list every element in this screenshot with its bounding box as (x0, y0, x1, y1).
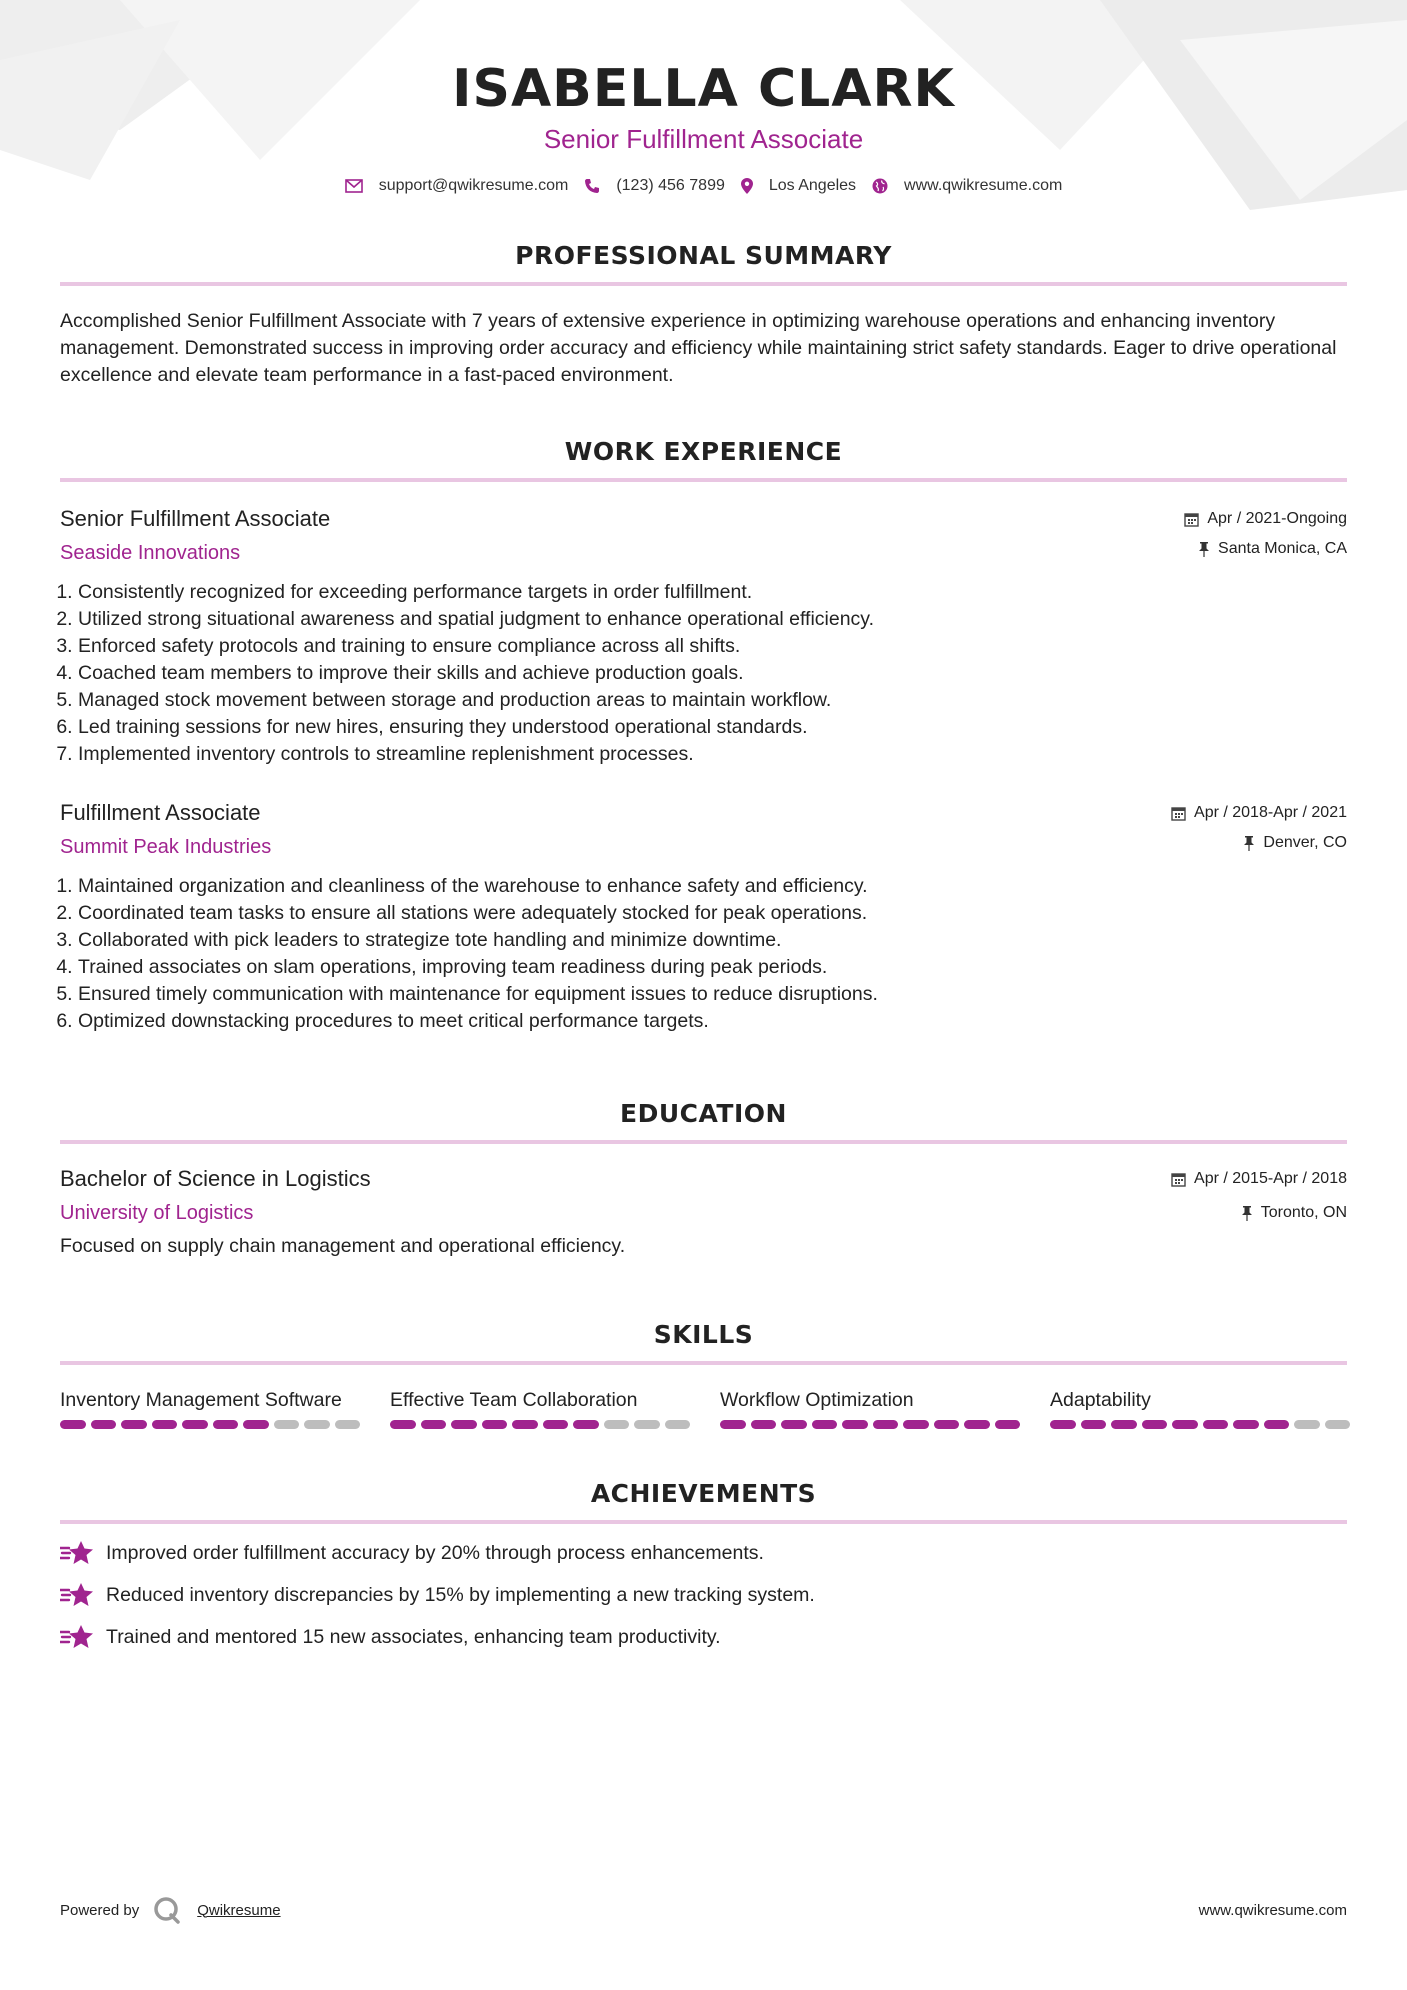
skill-level-bar (60, 1420, 360, 1429)
skill-segment-filled (1111, 1420, 1137, 1429)
duty-item: 3. Enforced safety protocols and training to ensure compliance across all shifts. (78, 633, 1347, 660)
website-text: www.qwikresume.com (904, 177, 1063, 194)
calendar-icon (1171, 806, 1186, 821)
skill-segment-filled (903, 1420, 929, 1429)
skill-segment-filled (1142, 1420, 1168, 1429)
calendar-icon (1184, 512, 1199, 527)
skill-segment-empty (274, 1420, 300, 1429)
skill-segment-filled (1264, 1420, 1290, 1429)
skill-segment-filled (781, 1420, 807, 1429)
qwikresume-link[interactable]: Qwikresume (197, 1901, 281, 1919)
job-company: Summit Peak Industries (60, 836, 272, 858)
skill-segment-filled (60, 1420, 86, 1429)
skill-segment-filled (182, 1420, 208, 1429)
section-divider (60, 1361, 1347, 1365)
summary-section (60, 241, 1347, 389)
job-entry (60, 800, 1347, 1035)
shooting-star-icon (60, 1582, 94, 1608)
duty-item: 6. Optimized downstacking procedures to meet critical performance targets. (78, 1008, 1347, 1035)
skill-segment-filled (751, 1420, 777, 1429)
skill-segment-filled (1233, 1420, 1259, 1429)
skill-segment-filled (1203, 1420, 1229, 1429)
section-divider (60, 1140, 1347, 1144)
job-location: Santa Monica, CA (1218, 540, 1347, 557)
resume-header (60, 0, 1347, 195)
summary-text: Accomplished Senior Fulfillment Associate with 7 years of extensive experience in optimizing warehouse operations and enhancing inventory management. Demonstrated success in improving order accuracy and efficiency while maintaining strict safety standards. Eager to drive operational excellence and elevate team performance in a fast-paced environment. (60, 310, 1337, 386)
skill-segment-filled (543, 1420, 569, 1429)
duty-list (60, 873, 1347, 1035)
duty-item: 2. Coordinated team tasks to ensure all stations were adequately stocked for peak operations. (78, 900, 1347, 927)
contact-email[interactable] (345, 177, 569, 195)
calendar-icon (1171, 1172, 1186, 1187)
education-description: Focused on supply chain management and operational efficiency. (60, 1235, 626, 1257)
skill-segment-filled (152, 1420, 178, 1429)
section-heading: ACHIEVEMENTS (590, 1479, 817, 1508)
skill-segment-filled (1172, 1420, 1198, 1429)
skill-name: Adaptability (1050, 1389, 1151, 1411)
achievement-item (60, 1582, 1347, 1608)
achievement-text: Trained and mentored 15 new associates, enhancing team productivity. (106, 1625, 721, 1648)
contact-website[interactable] (872, 177, 1062, 195)
skills-section (60, 1320, 1347, 1429)
skill-item (60, 1387, 360, 1429)
achievement-item (60, 1624, 1347, 1650)
duty-item: 2. Utilized strong situational awareness and spatial judgment to enhance operational efficiency. (78, 606, 1347, 633)
skill-segment-filled (720, 1420, 746, 1429)
job-location: Denver, CO (1263, 834, 1347, 851)
achievements-section (60, 1479, 1347, 1650)
skill-segment-filled (482, 1420, 508, 1429)
skill-segment-filled (451, 1420, 477, 1429)
page-footer (60, 1896, 1347, 1924)
phone-icon (584, 178, 600, 194)
skill-segment-filled (812, 1420, 838, 1429)
skill-segment-empty (634, 1420, 660, 1429)
education-location: Toronto, ON (1260, 1204, 1347, 1221)
achievement-item (60, 1540, 1347, 1566)
skill-segment-filled (91, 1420, 117, 1429)
skill-segment-filled (390, 1420, 416, 1429)
duty-item: 3. Collaborated with pick leaders to strategize tote handling and minimize downtime. (78, 927, 1347, 954)
powered-by-label: Powered by (60, 1901, 140, 1919)
degree-title: Bachelor of Science in Logistics (60, 1166, 371, 1191)
skill-segment-empty (604, 1420, 630, 1429)
school-name: University of Logistics (60, 1202, 254, 1224)
skill-segment-filled (995, 1420, 1021, 1429)
email-text: support@qwikresume.com (378, 177, 569, 194)
pushpin-icon (1243, 836, 1255, 851)
skills-row (60, 1387, 1347, 1429)
skill-segment-filled (573, 1420, 599, 1429)
section-heading: EDUCATION (620, 1099, 787, 1128)
skill-segment-empty (335, 1420, 361, 1429)
candidate-name: ISABELLA CLARK (452, 59, 955, 119)
section-heading: PROFESSIONAL SUMMARY (515, 241, 892, 270)
envelope-icon (345, 179, 363, 193)
education-dates: Apr / 2015-Apr / 2018 (1194, 1170, 1347, 1187)
skill-segment-empty (665, 1420, 691, 1429)
duty-item: 5. Ensured timely communication with maintenance for equipment issues to reduce disruptions. (78, 981, 1347, 1008)
section-heading: SKILLS (653, 1320, 754, 1349)
shooting-star-icon (60, 1540, 94, 1566)
job-dates: Apr / 2018-Apr / 2021 (1194, 804, 1347, 821)
qwikresume-logo-icon (153, 1896, 183, 1924)
skill-segment-filled (1050, 1420, 1076, 1429)
duty-item: 5. Managed stock movement between storage and production areas to maintain workflow. (78, 687, 1347, 714)
candidate-title: Senior Fulfillment Associate (543, 124, 864, 154)
skill-segment-filled (121, 1420, 147, 1429)
pushpin-icon (1241, 1206, 1253, 1221)
section-divider (60, 1520, 1347, 1524)
job-entry (60, 506, 1347, 768)
job-title: Senior Fulfillment Associate (60, 506, 331, 531)
skill-segment-filled (934, 1420, 960, 1429)
shooting-star-icon (60, 1624, 94, 1650)
skill-segment-filled (243, 1420, 269, 1429)
job-dates: Apr / 2021-Ongoing (1207, 510, 1347, 527)
skill-name: Effective Team Collaboration (390, 1389, 638, 1411)
achievement-text: Reduced inventory discrepancies by 15% by implementing a new tracking system. (106, 1583, 815, 1606)
achievement-text: Improved order fulfillment accuracy by 20% through process enhancements. (106, 1541, 764, 1564)
duty-item: 4. Coached team members to improve their skills and achieve production goals. (78, 660, 1347, 687)
skill-segment-filled (213, 1420, 239, 1429)
skill-name: Workflow Optimization (720, 1389, 914, 1411)
experience-section (60, 437, 1347, 1035)
footer-url[interactable]: www.qwikresume.com (1198, 1901, 1347, 1919)
skill-item (390, 1387, 690, 1429)
skill-segment-filled (873, 1420, 899, 1429)
skill-segment-empty (1325, 1420, 1351, 1429)
contact-location (741, 177, 856, 195)
duty-item: 7. Implemented inventory controls to streamline replenishment processes. (78, 741, 1347, 768)
location-text: Los Angeles (768, 177, 857, 194)
skill-segment-empty (1294, 1420, 1320, 1429)
skill-item (720, 1387, 1020, 1429)
skill-segment-filled (512, 1420, 538, 1429)
duty-item: 1. Consistently recognized for exceeding performance targets in order fulfillment. (78, 579, 1347, 606)
job-company: Seaside Innovations (60, 542, 241, 564)
duty-list (60, 579, 1347, 768)
globe-icon (872, 178, 888, 194)
skill-segment-filled (964, 1420, 990, 1429)
skill-segment-empty (304, 1420, 330, 1429)
skill-segment-filled (1081, 1420, 1107, 1429)
skill-segment-filled (842, 1420, 868, 1429)
job-title: Fulfillment Associate (60, 800, 261, 825)
pushpin-icon (1198, 542, 1210, 557)
section-divider (60, 282, 1347, 286)
skill-level-bar (390, 1420, 690, 1429)
skill-name: Inventory Management Software (60, 1389, 342, 1411)
skill-segment-filled (421, 1420, 447, 1429)
contact-row (60, 177, 1347, 195)
duty-item: 1. Maintained organization and cleanliness of the warehouse to enhance safety and efficiency. (78, 873, 1347, 900)
skill-item (1050, 1387, 1350, 1429)
section-divider (60, 478, 1347, 482)
map-pin-icon (741, 178, 753, 194)
contact-phone[interactable] (584, 177, 725, 195)
duty-item: 4. Trained associates on slam operations, improving team readiness during peak periods. (78, 954, 1347, 981)
phone-text: (123) 456 7899 (616, 177, 725, 194)
skill-level-bar (720, 1420, 1020, 1429)
section-heading: WORK EXPERIENCE (564, 437, 843, 466)
education-section (60, 1099, 1347, 1258)
skill-level-bar (1050, 1420, 1350, 1429)
duty-item: 6. Led training sessions for new hires, ensuring they understood operational standards. (78, 714, 1347, 741)
